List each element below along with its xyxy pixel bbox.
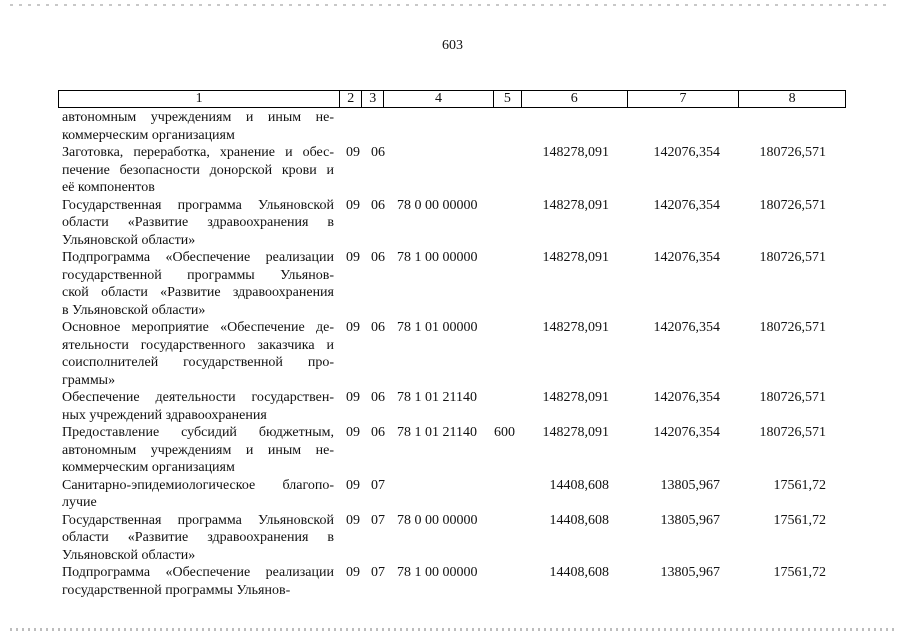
scan-artifact-top [10,4,890,6]
description-line: Заготовка, переработка, хранение и обес- [62,145,334,160]
table-row [0,424,905,477]
table-row [0,197,905,250]
target-article-code: 78 1 00 00000 [397,250,478,265]
table-row [0,389,905,424]
amount-col-8: 180726,571 [759,425,826,440]
description-line: печение безопасности донорской крови и [62,162,334,178]
amount-col-7: 142076,354 [653,145,720,160]
section-code: 09 [346,320,360,335]
description-line: соисполнителей государственной про- [62,355,334,370]
amount-col-7: 13805,967 [660,477,720,493]
section-code: 09 [346,425,360,440]
description-line: Государственная программа Ульяновской [62,197,334,213]
amount-col-7: 13805,967 [660,565,720,580]
description-line: коммерческим организациям [62,127,235,143]
description-line: Основное мероприятие «Обеспечение де- [62,320,334,335]
description-line: ятельности государственного заказчика и [62,337,334,353]
description-line: Государственная программа Ульяновской [62,512,334,528]
subsection-code: 06 [371,320,385,335]
amount-col-7: 142076,354 [653,425,720,440]
description-line: ской области «Развитие здравоохранения [62,285,334,300]
amount-col-8: 180726,571 [759,320,826,335]
page-number: 603 [442,38,463,53]
target-article-code: 78 1 00 00000 [397,565,478,580]
subsection-code: 06 [371,390,385,405]
table-row [0,564,905,599]
section-code: 09 [346,477,360,493]
amount-col-6: 148278,091 [542,145,609,160]
description-line: Обеспечение деятельности государствен- [62,390,334,405]
amount-col-6: 14408,608 [549,512,609,528]
amount-col-7: 142076,354 [653,197,720,213]
header-col-5: 5 [494,91,522,107]
section-code: 09 [346,390,360,405]
row-description [62,512,334,565]
table-row [0,109,905,144]
amount-col-7: 142076,354 [653,390,720,405]
description-line: автономным учреждениям и иным не- [62,442,334,458]
subsection-code: 07 [371,477,385,493]
amount-col-8: 180726,571 [759,390,826,405]
amount-col-8: 17561,72 [773,565,826,580]
table-row [0,319,905,389]
subsection-code: 06 [371,145,385,160]
amount-col-8: 180726,571 [759,145,826,160]
row-description [62,319,334,389]
table-row [0,144,905,197]
section-code: 09 [346,512,360,528]
target-article-code: 78 1 01 21140 [397,390,477,405]
target-article-code: 78 0 00 00000 [397,197,478,213]
header-col-1: 1 [59,91,340,107]
description-line: Подпрограмма «Обеспечение реализации [62,565,334,580]
amount-col-7: 142076,354 [653,250,720,265]
section-code: 09 [346,145,360,160]
amount-col-6: 14408,608 [549,565,609,580]
scan-artifact-bottom [10,628,895,631]
header-col-3: 3 [362,91,384,107]
subsection-code: 07 [371,565,385,580]
row-description [62,144,334,197]
section-code: 09 [346,197,360,213]
target-article-code: 78 0 00 00000 [397,512,478,528]
table-row [0,249,905,319]
amount-col-8: 180726,571 [759,250,826,265]
amount-col-6: 148278,091 [542,320,609,335]
description-line: области «Развитие здравоохранения в [62,530,334,545]
description-line: автономным учреждениям и иным не- [62,110,334,125]
description-line: Ульяновской области» [62,547,196,563]
header-col-7: 7 [628,91,740,107]
description-line: граммы» [62,372,116,388]
description-line: государственной программы Ульянов- [62,267,334,283]
row-description [62,249,334,319]
description-line: коммерческим организациям [62,460,235,475]
description-line: ных учреждений здравоохранения [62,407,267,423]
description-line: лучие [62,495,97,510]
description-line: области «Развитие здравоохранения в [62,215,334,230]
row-description [62,109,334,144]
expense-type-code: 600 [494,425,515,440]
row-description [62,389,334,424]
amount-col-7: 13805,967 [660,512,720,528]
row-description [62,424,334,477]
row-description [62,477,334,512]
amount-col-7: 142076,354 [653,320,720,335]
amount-col-8: 17561,72 [773,512,826,528]
subsection-code: 06 [371,197,385,213]
amount-col-6: 148278,091 [542,425,609,440]
section-code: 09 [346,565,360,580]
table-body [0,109,905,599]
amount-col-8: 180726,571 [759,197,826,213]
header-col-4: 4 [384,91,494,107]
table-row [0,477,905,512]
description-line: в Ульяновской области» [62,302,206,318]
section-code: 09 [346,250,360,265]
amount-col-6: 14408,608 [549,477,609,493]
table-header [58,90,846,108]
header-col-2: 2 [340,91,362,107]
amount-col-6: 148278,091 [542,390,609,405]
description-line: государственной программы Ульянов- [62,582,291,598]
header-col-6: 6 [522,91,628,107]
description-line: её компонентов [62,180,155,195]
subsection-code: 06 [371,425,385,440]
description-line: Предоставление субсидий бюджетным, [62,425,334,440]
amount-col-6: 148278,091 [542,250,609,265]
table-row [0,512,905,565]
header-col-8: 8 [788,91,796,106]
row-description [62,197,334,250]
amount-col-6: 148278,091 [542,197,609,213]
subsection-code: 07 [371,512,385,528]
description-line: Ульяновской области» [62,232,196,248]
target-article-code: 78 1 01 21140 [397,425,477,440]
amount-col-8: 17561,72 [773,477,826,493]
target-article-code: 78 1 01 00000 [397,320,478,335]
subsection-code: 06 [371,250,385,265]
row-description [62,564,334,599]
description-line: Подпрограмма «Обеспечение реализации [62,250,334,265]
description-line: Санитарно-эпидемиологическое благопо- [62,477,334,493]
